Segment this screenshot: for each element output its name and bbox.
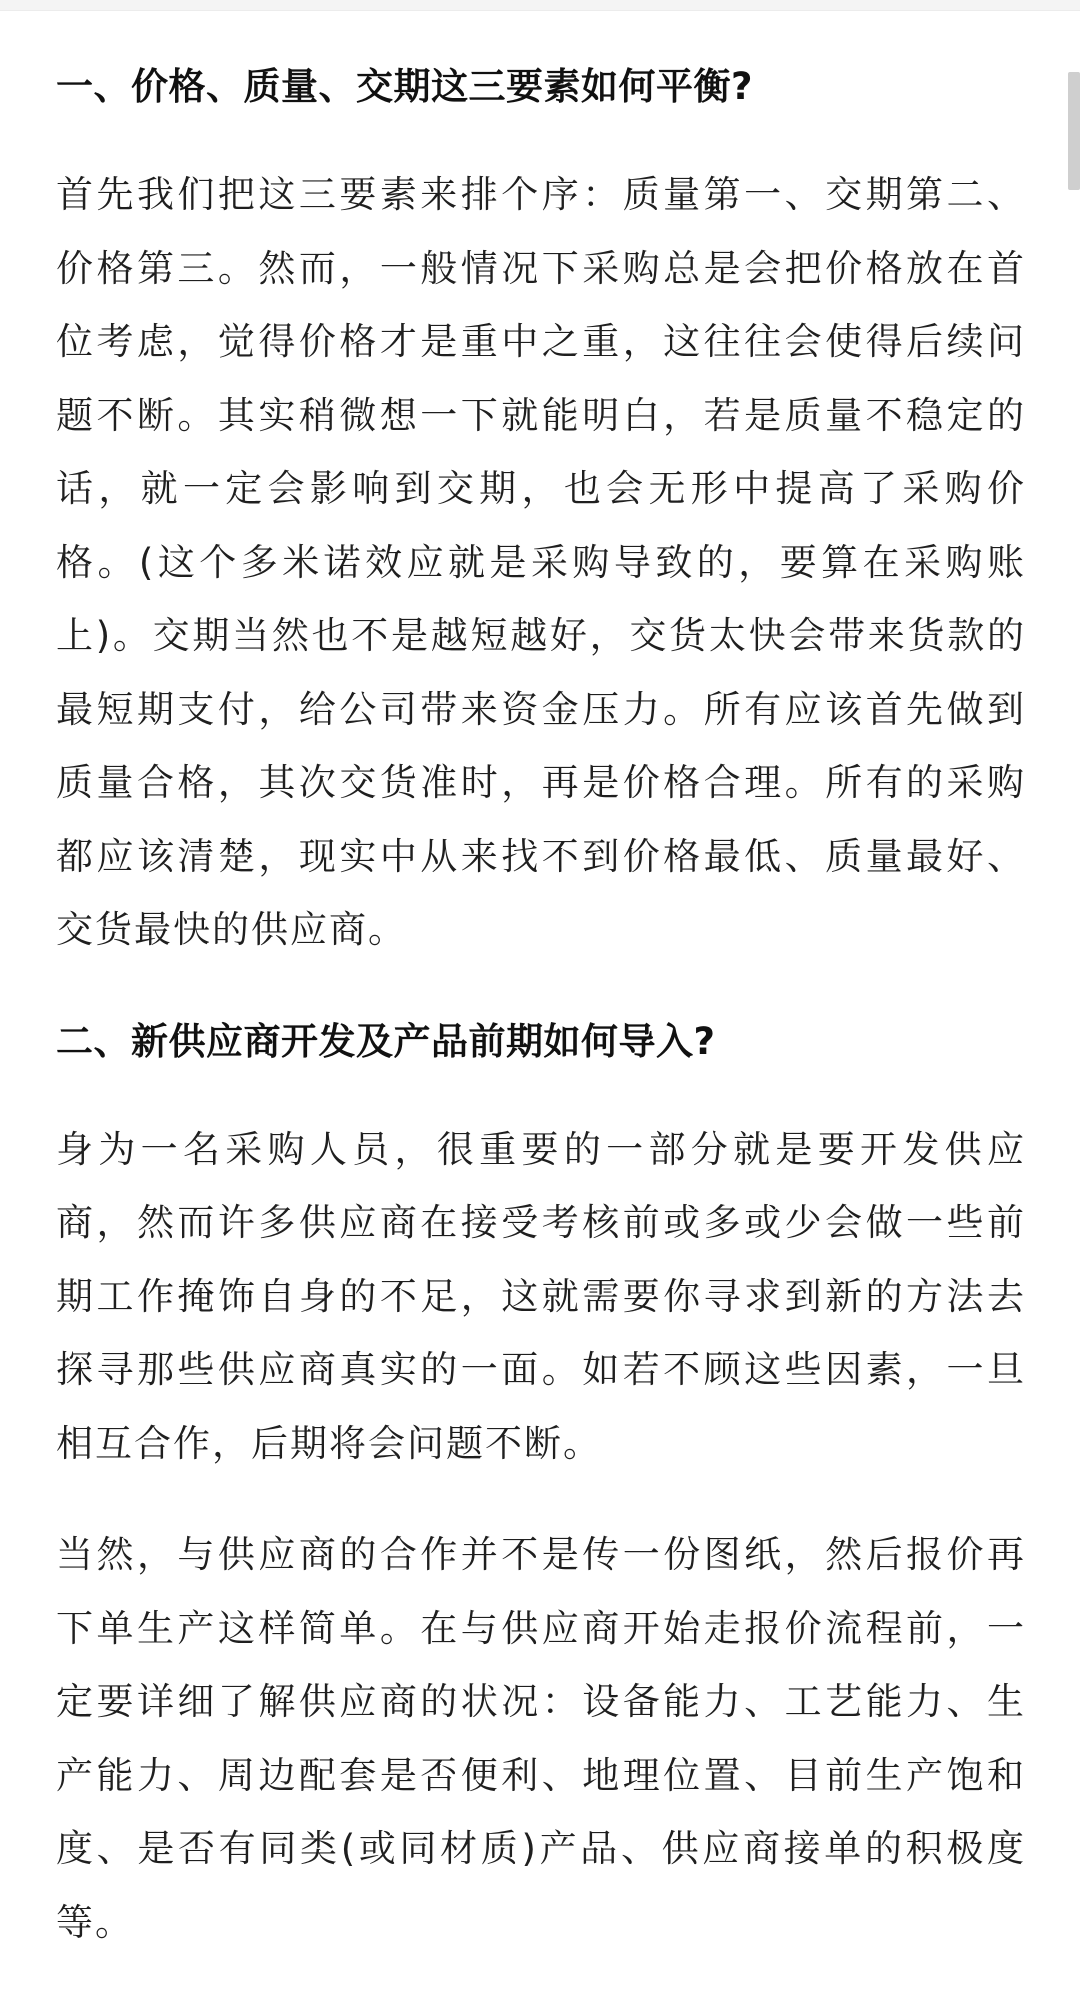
section2-paragraph-1: 身为一名采购人员，很重要的一部分就是要开发供应商，然而许多供应商在接受考核前或多或少会做一些前期工作掩饰自身的不足，这就需要你寻求到新的方法去探寻那些供应商真实的一面。如若不顾这些因素，一旦相互合作，后期将会问题不断。 — [56, 1127, 1026, 1465]
article-body — [56, 50, 1026, 1959]
top-divider — [0, 0, 1080, 11]
section2-paragraph-2: 当然，与供应商的合作并不是传一份图纸，然后报价再下单生产这样简单。在与供应商开始走报价流程前，一定要详细了解供应商的状况：设备能力、工艺能力、生产能力、周边配套是否便利、地理位置、目前生产饱和度、是否有同类(或同材质)产品、供应商接单的积极度等。 — [56, 1533, 1026, 1944]
section1-heading: 一、价格、质量、交期这三要素如何平衡? — [56, 65, 753, 108]
scrollbar-thumb[interactable] — [1068, 72, 1080, 190]
section1-paragraph: 首先我们把这三要素来排个序：质量第一、交期第二、价格第三。然而，一般情况下采购总是会把价格放在首位考虑，觉得价格才是重中之重，这往往会使得后续问题不断。其实稍微想一下就能明白，若是质量不稳定的话，就一定会影响到交期，也会无形中提高了采购价格。(这个多米诺效应就是采购导致的，要算在采购账上)。交期当然也不是越短越好，交货太快会带来货款的最短期支付，给公司带来资金压力。所有应该首先做到质量合格，其次交货准时，再是价格合理。所有的采购都应该清楚，现实中从来找不到价格最低、质量最好、交货最快的供应商。 — [56, 173, 1026, 951]
section2-heading: 二、新供应商开发及产品前期如何导入? — [56, 1019, 716, 1063]
